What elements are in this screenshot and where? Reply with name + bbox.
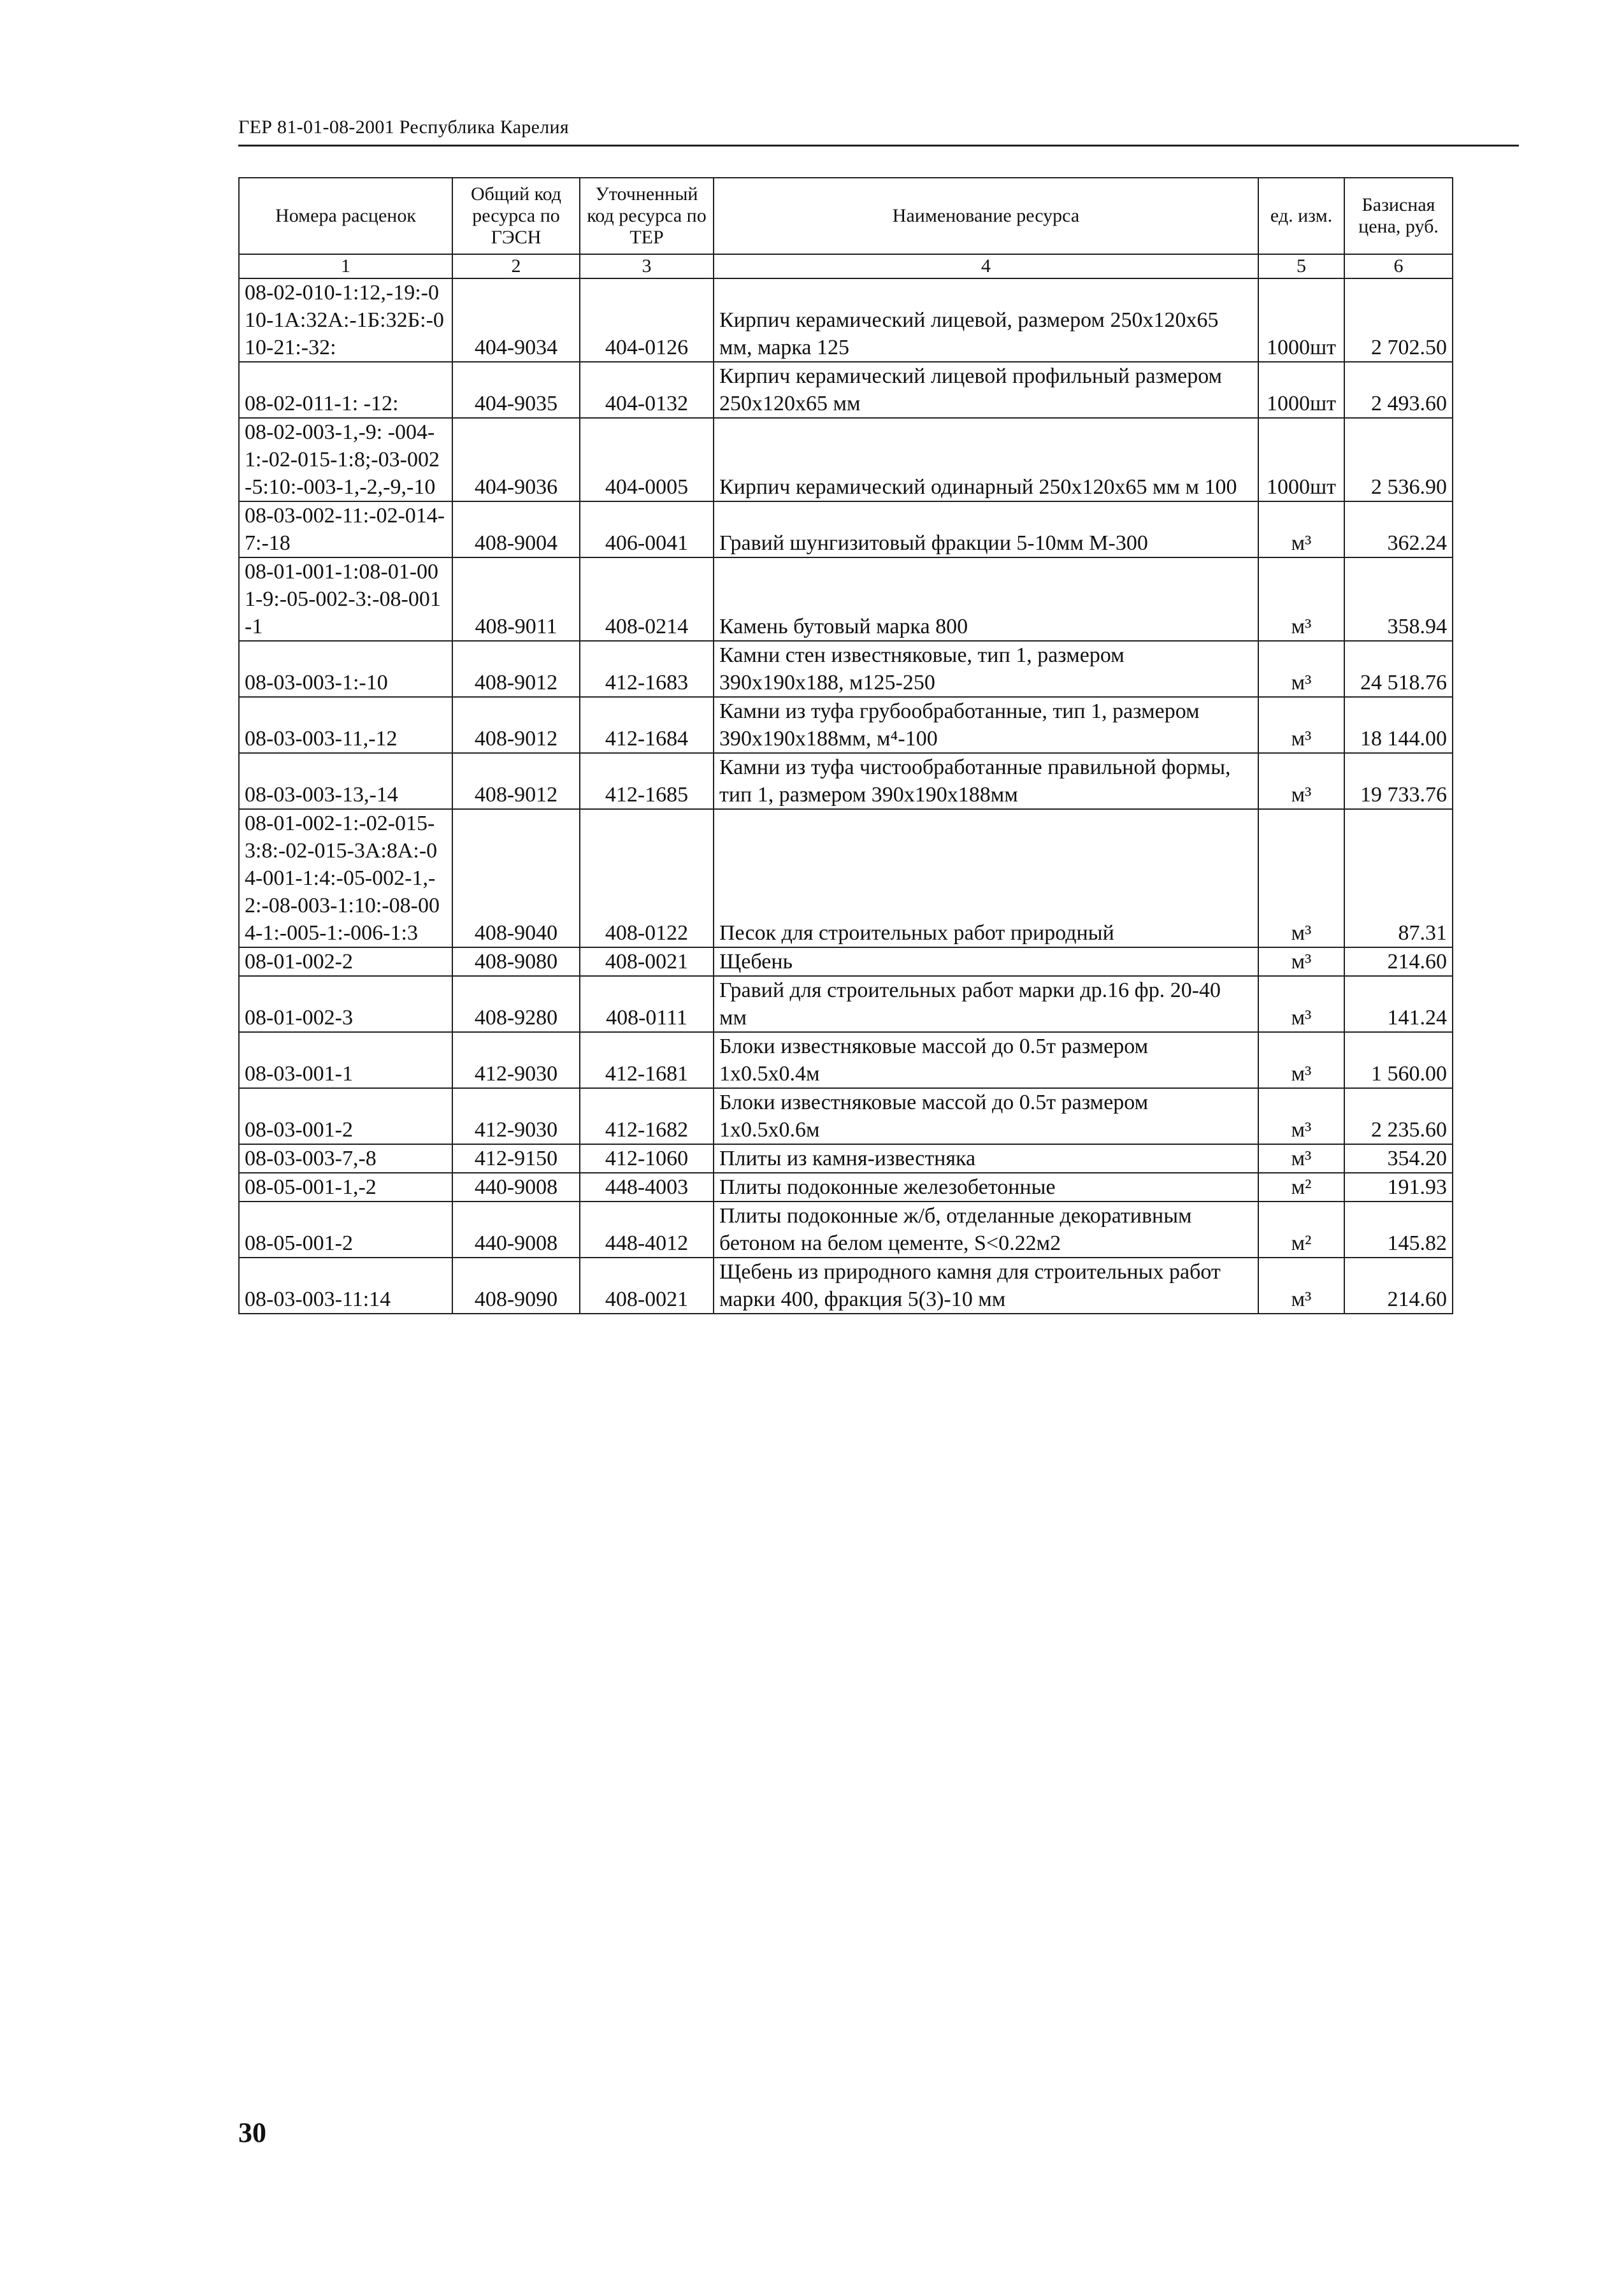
ter-code: 412-1684: [580, 697, 714, 753]
col-header-price: Базисная цена, руб.: [1344, 178, 1453, 254]
gesn-code: 412-9030: [452, 1032, 580, 1088]
base-price: 18 144.00: [1344, 697, 1453, 753]
unit: м³: [1258, 1088, 1344, 1144]
table-row: [239, 1173, 1453, 1202]
base-price: 214.60: [1344, 1258, 1453, 1314]
gesn-code: 412-9030: [452, 1088, 580, 1144]
table-row: [239, 809, 1453, 947]
table-row: [239, 418, 1453, 501]
resource-name: Плиты подоконные ж/б, отделанные декоративным бетоном на белом цементе, S<0.22м2: [714, 1202, 1258, 1258]
resource-name: Камни из туфа чистообработанные правильной формы, тип 1, размером 390х190х188мм: [714, 753, 1258, 809]
resource-name: Гравий шунгизитовый фракции 5-10мм М-300: [714, 501, 1258, 557]
base-price: 358.94: [1344, 557, 1453, 641]
table-row: [239, 641, 1453, 697]
resource-name: Блоки известняковые массой до 0.5т размером 1х0.5х0.6м: [714, 1088, 1258, 1144]
unit: м³: [1258, 697, 1344, 753]
gesn-code: 404-9036: [452, 418, 580, 501]
ter-code: 404-0005: [580, 418, 714, 501]
table-row: [239, 1258, 1453, 1314]
page-header: [238, 117, 1519, 147]
rate-codes: 08-05-001-1,-2: [239, 1173, 452, 1202]
gesn-code: 408-9280: [452, 976, 580, 1032]
gesn-code: 408-9012: [452, 697, 580, 753]
unit: м³: [1258, 1032, 1344, 1088]
table-row: [239, 278, 1453, 362]
unit: 1000шт: [1258, 418, 1344, 501]
unit: м³: [1258, 1258, 1344, 1314]
rate-codes: 08-01-002-3: [239, 976, 452, 1032]
base-price: 354.20: [1344, 1144, 1453, 1173]
col-header-unit: ед. изм.: [1258, 178, 1344, 254]
rate-codes: 08-02-003-1,-9: -004-1:-02-015-1:8;-03-002-5:10:-003-1,-2,-9,-10: [239, 418, 452, 501]
unit: м³: [1258, 947, 1344, 976]
gesn-code: 408-9080: [452, 947, 580, 976]
gesn-code: 404-9034: [452, 278, 580, 362]
gesn-code: 404-9035: [452, 362, 580, 418]
resource-name: Кирпич керамический одинарный 250х120х65 мм м 100: [714, 418, 1258, 501]
ter-code: 412-1685: [580, 753, 714, 809]
ter-code: 408-0021: [580, 1258, 714, 1314]
rate-codes: 08-02-011-1: -12:: [239, 362, 452, 418]
table-header-row: [239, 178, 1453, 254]
base-price: 141.24: [1344, 976, 1453, 1032]
resource-name: Щебень: [714, 947, 1258, 976]
table-row: [239, 1144, 1453, 1173]
rate-codes: 08-01-001-1:08-01-001-9:-05-002-3:-08-001-1: [239, 557, 452, 641]
resource-name: Гравий для строительных работ марки др.16 фр. 20-40 мм: [714, 976, 1258, 1032]
rate-codes: 08-03-003-11,-12: [239, 697, 452, 753]
rate-codes: 08-05-001-2: [239, 1202, 452, 1258]
resource-name: Плиты из камня-известняка: [714, 1144, 1258, 1173]
col-header-codes: Номера расценок: [239, 178, 452, 254]
page-number: 30: [238, 2117, 266, 2148]
gesn-code: 408-9012: [452, 641, 580, 697]
ter-code: 404-0126: [580, 278, 714, 362]
resource-name: Камень бутовый марка 800: [714, 557, 1258, 641]
col-header-gesn: Общий код ресурса по ГЭСН: [452, 178, 580, 254]
base-price: 362.24: [1344, 501, 1453, 557]
table-row: [239, 557, 1453, 641]
col-number: 4: [714, 254, 1258, 278]
col-header-ter: Уточненный код ресурса по ТЕР: [580, 178, 714, 254]
ter-code: 408-0021: [580, 947, 714, 976]
ter-code: 412-1681: [580, 1032, 714, 1088]
base-price: 2 235.60: [1344, 1088, 1453, 1144]
ter-code: 412-1682: [580, 1088, 714, 1144]
table-row: [239, 697, 1453, 753]
ter-code: 448-4012: [580, 1202, 714, 1258]
ter-code: 404-0132: [580, 362, 714, 418]
col-number: 3: [580, 254, 714, 278]
table-row: [239, 1088, 1453, 1144]
base-price: 145.82: [1344, 1202, 1453, 1258]
rate-codes: 08-03-003-7,-8: [239, 1144, 452, 1173]
gesn-code: 440-9008: [452, 1173, 580, 1202]
resource-name: Блоки известняковые массой до 0.5т размером 1х0.5х0.4м: [714, 1032, 1258, 1088]
column-number-row: [239, 254, 1453, 278]
gesn-code: 408-9040: [452, 809, 580, 947]
gesn-code: 412-9150: [452, 1144, 580, 1173]
ter-code: 408-0214: [580, 557, 714, 641]
rate-codes: 08-03-003-1:-10: [239, 641, 452, 697]
table-row: [239, 1202, 1453, 1258]
gesn-code: 408-9011: [452, 557, 580, 641]
unit: м³: [1258, 753, 1344, 809]
table-row: [239, 362, 1453, 418]
base-price: 2 702.50: [1344, 278, 1453, 362]
table-row: [239, 501, 1453, 557]
base-price: 87.31: [1344, 809, 1453, 947]
resource-name: Кирпич керамический лицевой профильный размером 250х120х65 мм: [714, 362, 1258, 418]
rate-codes: 08-01-002-2: [239, 947, 452, 976]
ter-code: 408-0122: [580, 809, 714, 947]
table-row: [239, 753, 1453, 809]
rate-codes: 08-03-001-2: [239, 1088, 452, 1144]
table-row: [239, 976, 1453, 1032]
rate-codes: 08-02-010-1:12,-19:-010-1А:32А:-1Б:32Б:-010-21:-32:: [239, 278, 452, 362]
resource-name: Плиты подоконные железобетонные: [714, 1173, 1258, 1202]
resource-price-table: [238, 177, 1453, 1314]
resource-name: Песок для строительных работ природный: [714, 809, 1258, 947]
base-price: 191.93: [1344, 1173, 1453, 1202]
gesn-code: 408-9004: [452, 501, 580, 557]
document-title: ГЕР 81-01-08-2001 Республика Карелия: [238, 117, 569, 138]
resource-name: Камни из туфа грубообработанные, тип 1, размером 390х190х188мм, м⁴-100: [714, 697, 1258, 753]
ter-code: 408-0111: [580, 976, 714, 1032]
base-price: 214.60: [1344, 947, 1453, 976]
base-price: 19 733.76: [1344, 753, 1453, 809]
col-number: 2: [452, 254, 580, 278]
unit: м²: [1258, 1202, 1344, 1258]
ter-code: 412-1060: [580, 1144, 714, 1173]
unit: м³: [1258, 557, 1344, 641]
ter-code: 412-1683: [580, 641, 714, 697]
rate-codes: 08-03-002-11:-02-014-7:-18: [239, 501, 452, 557]
base-price: 2 493.60: [1344, 362, 1453, 418]
base-price: 1 560.00: [1344, 1032, 1453, 1088]
base-price: 2 536.90: [1344, 418, 1453, 501]
unit: м³: [1258, 976, 1344, 1032]
col-number: 6: [1344, 254, 1453, 278]
gesn-code: 408-9090: [452, 1258, 580, 1314]
resource-name: Щебень из природного камня для строительных работ марки 400, фракция 5(3)-10 мм: [714, 1258, 1258, 1314]
col-number: 5: [1258, 254, 1344, 278]
unit: м³: [1258, 1144, 1344, 1173]
col-header-name: Наименование ресурса: [714, 178, 1258, 254]
resource-name: Кирпич керамический лицевой, размером 250х120х65 мм, марка 125: [714, 278, 1258, 362]
rate-codes: 08-03-003-13,-14: [239, 753, 452, 809]
ter-code: 406-0041: [580, 501, 714, 557]
ter-code: 448-4003: [580, 1173, 714, 1202]
table-row: [239, 947, 1453, 976]
table-row: [239, 1032, 1453, 1088]
gesn-code: 440-9008: [452, 1202, 580, 1258]
rate-codes: 08-03-001-1: [239, 1032, 452, 1088]
gesn-code: 408-9012: [452, 753, 580, 809]
rate-codes: 08-03-003-11:14: [239, 1258, 452, 1314]
unit: 1000шт: [1258, 362, 1344, 418]
resource-name: Камни стен известняковые, тип 1, размером 390х190х188, м125-250: [714, 641, 1258, 697]
unit: 1000шт: [1258, 278, 1344, 362]
unit: м³: [1258, 809, 1344, 947]
rate-codes: 08-01-002-1:-02-015-3:8:-02-015-3А:8А:-04-001-1:4:-05-002-1,-2:-08-003-1:10:-08-004-1:-005-1:-006-1:3: [239, 809, 452, 947]
unit: м³: [1258, 501, 1344, 557]
base-price: 24 518.76: [1344, 641, 1453, 697]
col-number: 1: [239, 254, 452, 278]
unit: м²: [1258, 1173, 1344, 1202]
unit: м³: [1258, 641, 1344, 697]
